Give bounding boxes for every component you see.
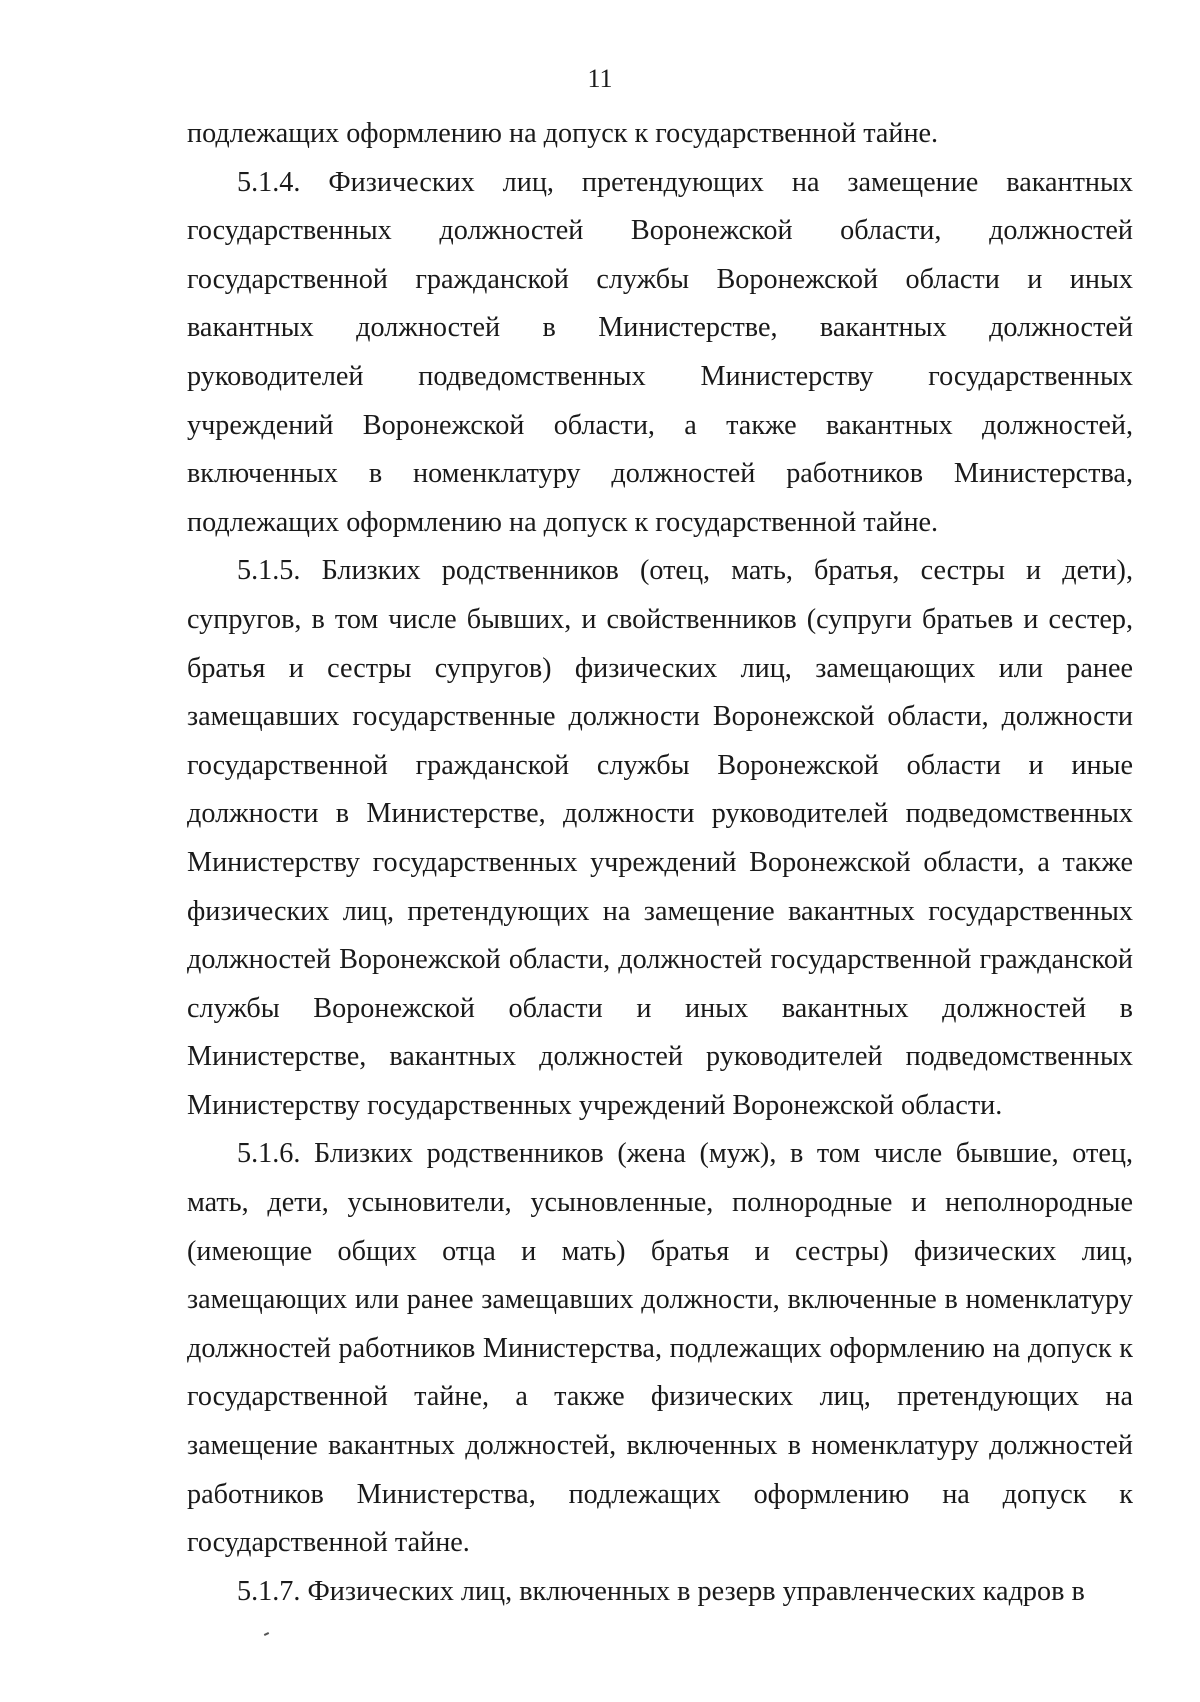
paragraph-continuation: подлежащих оформлению на допуск к государственной тайне. <box>187 118 939 149</box>
page-number: 11 <box>587 64 613 93</box>
paragraph-5-1-4: 5.1.4. Физических лиц, претендующих на замещение вакантных государственных должностей Воронежской области, должностей государственной гражданской службы Воронежской области и иных вакантных должностей в Министерстве, вакантных должностей руководителей подведомственных Министерству государственных учреждений Воронежской области, а также вакантных должностей, включенных в номенклатуру должностей работников Министерства, подлежащих оформлению на допуск к государственной тайне. <box>187 166 1133 538</box>
paragraph-5-1-5: 5.1.5. Близких родственников (отец, мать, братья, сестры и дети), супругов, в том числе бывших, и свойственников (супруги братьев и сестер, братья и сестры супругов) физических лиц, замещающих или ранее замещавших государственные должности Воронежской области, должности государственной гражданской службы Воронежской области и иные должности в Министерстве, должности руководителей подведомственных Министерству государственных учреждений Воронежской области, а также физических лиц, претендующих на замещение вакантных государственных должностей Воронежской области, должностей государственной гражданской службы Воронежской области и иных вакантных должностей в Министерстве, вакантных должностей руководителей подведомственных Министерству государственных учреждений Воронежской области. <box>187 555 1133 1121</box>
document-body <box>187 110 1133 1616</box>
scan-artifact-mark <box>264 1632 269 1636</box>
paragraph-5-1-6: 5.1.6. Близких родственников (жена (муж), в том числе бывшие, отец, мать, дети, усыновители, усыновленные, полнородные и неполнородные (имеющие общих отца и мать) братья и сестры) физических лиц, замещающих или ранее замещавших должности, включенные в номенклатуру должностей работников Министерства, подлежащих оформлению на допуск к государственной тайне, а также физических лиц, претендующих на замещение вакантных должностей, включенных в номенклатуру должностей работников Министерства, подлежащих оформлению на допуск к государственной тайне. <box>187 1138 1133 1559</box>
paragraph-5-1-7: 5.1.7. Физических лиц, включенных в резерв управленческих кадров в <box>237 1575 1085 1607</box>
